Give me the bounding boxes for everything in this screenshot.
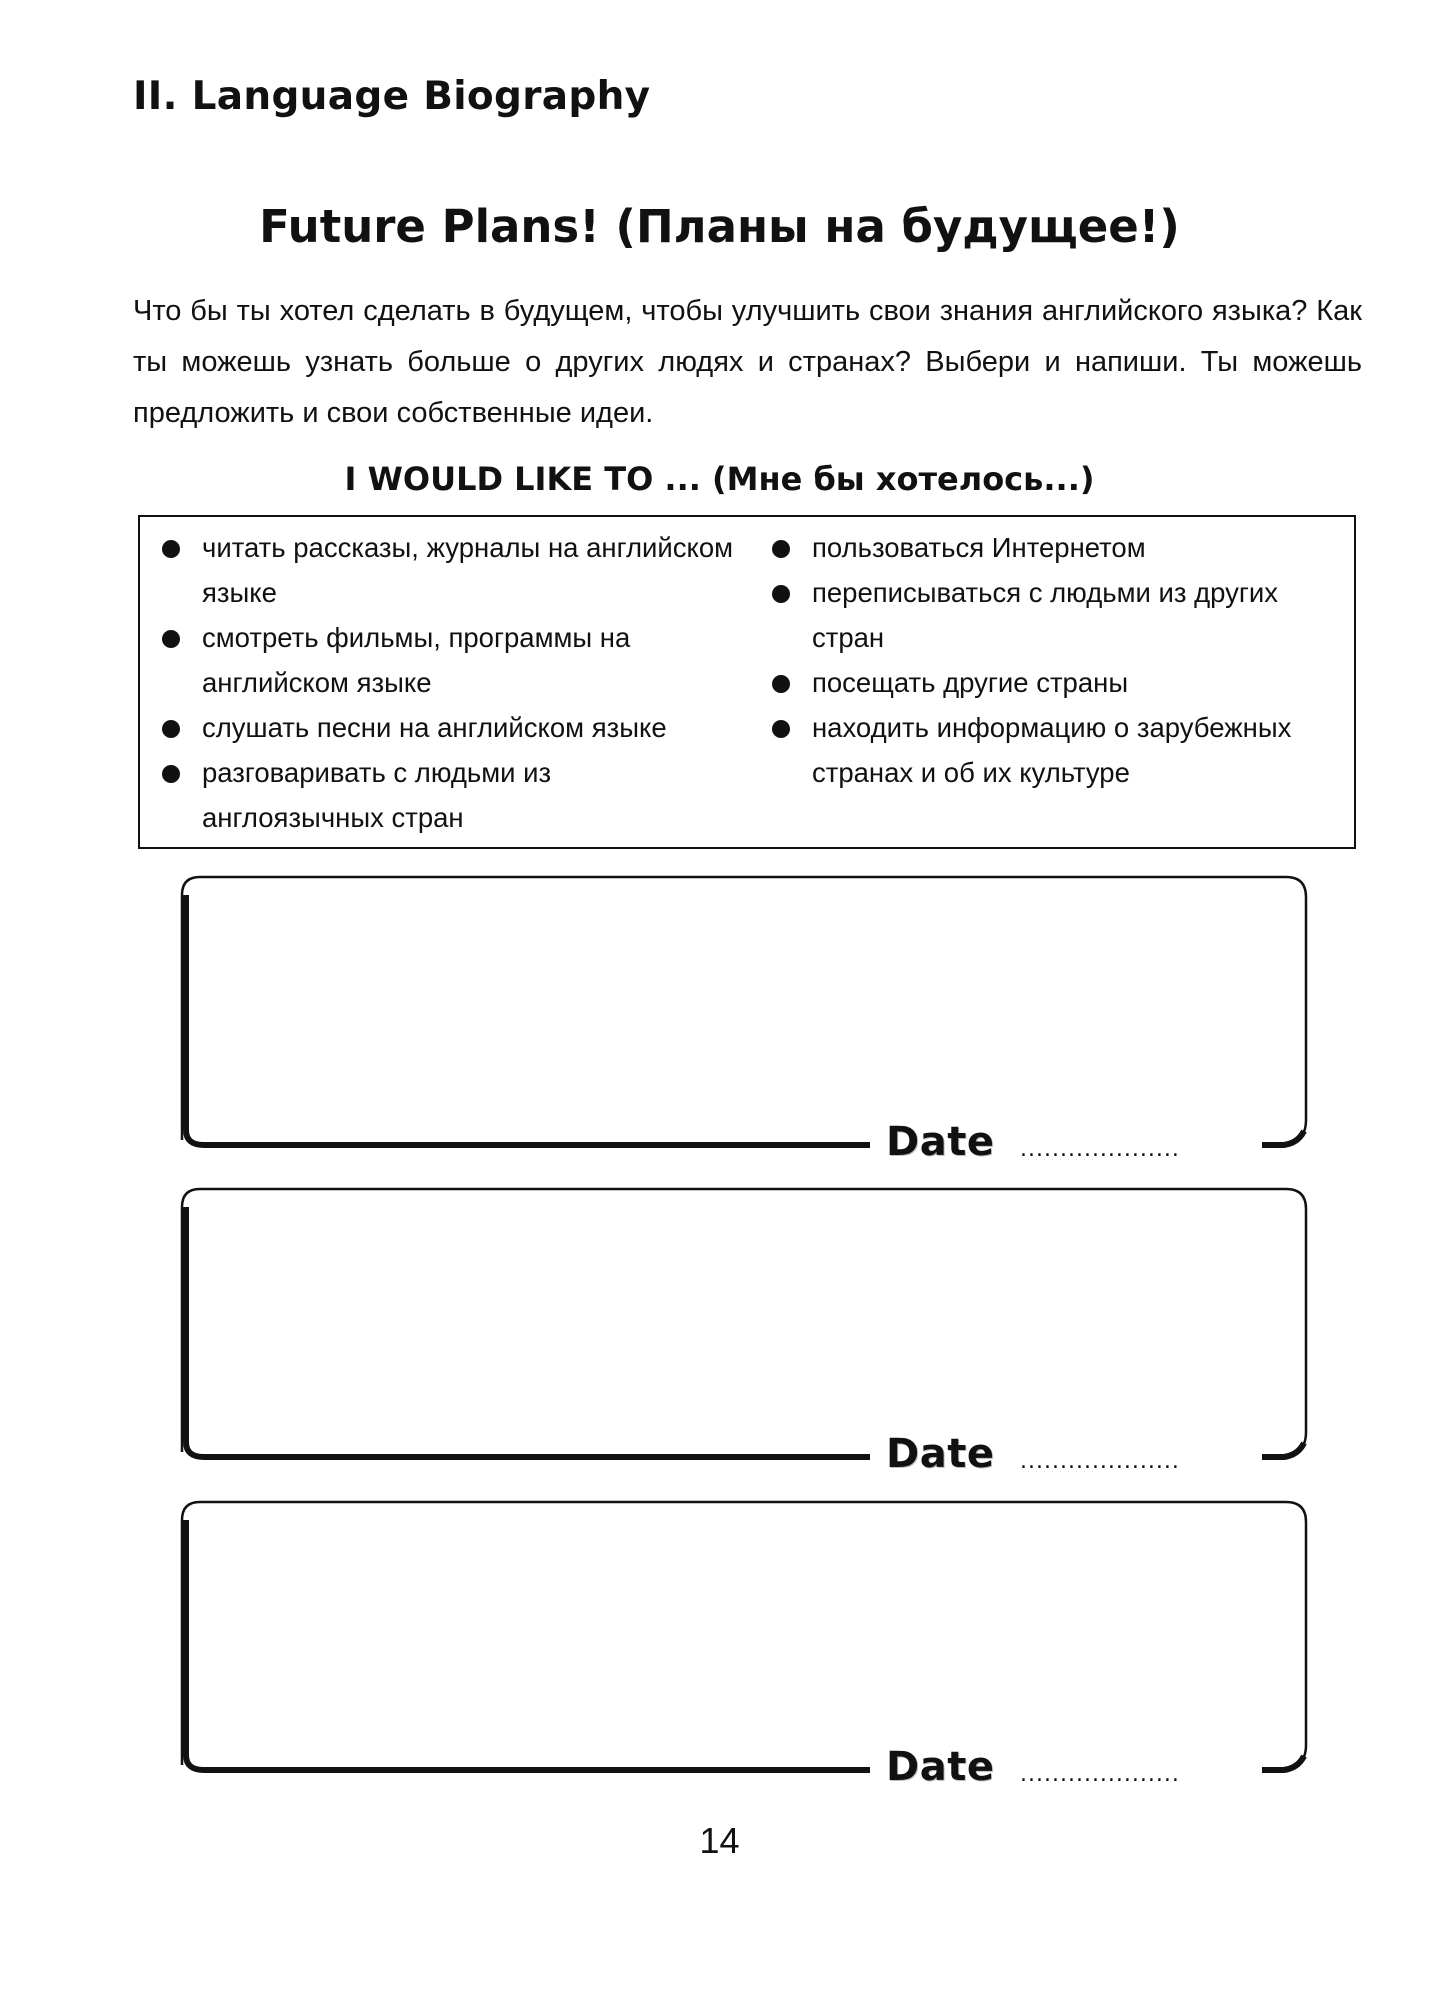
bullet-icon: [772, 675, 790, 693]
date-label: Date: [882, 1744, 998, 1790]
section-title: II. Language Biography: [133, 74, 651, 119]
option-item: [772, 660, 1352, 705]
option-item: [162, 525, 737, 615]
writing-box-frame: [180, 1187, 1308, 1479]
option-item: [162, 705, 737, 750]
bullet-icon: [772, 720, 790, 738]
option-item: [772, 525, 1352, 570]
writing-box-frame: [180, 1500, 1308, 1792]
options-heading-russian: (Мне бы хотелось...): [712, 460, 1095, 498]
option-text: находить информацию о зарубежных странах и об их культуре: [812, 712, 1292, 788]
option-text: разговаривать с людьми из англоязычных стран: [202, 757, 552, 833]
options-box: [138, 515, 1356, 849]
option-item: [772, 705, 1352, 795]
date-label: Date: [882, 1119, 998, 1165]
date-field[interactable]: ....................: [1010, 1762, 1186, 1787]
page-number: 14: [699, 1820, 740, 1861]
date-field[interactable]: ....................: [1010, 1137, 1186, 1162]
option-text: посещать другие страны: [812, 667, 1129, 698]
options-list-left: [162, 525, 737, 840]
bullet-icon: [772, 585, 790, 603]
bullet-icon: [162, 720, 180, 738]
bullet-icon: [162, 765, 180, 783]
option-item: [162, 750, 737, 840]
bullet-icon: [162, 630, 180, 648]
option-text: слушать песни на английском языке: [202, 712, 667, 743]
option-text: читать рассказы, журналы на английском языке: [202, 532, 734, 608]
date-field[interactable]: ....................: [1010, 1449, 1186, 1474]
option-item: [772, 570, 1352, 660]
writing-box-3[interactable]: [180, 1500, 1308, 1792]
writing-box-2[interactable]: [180, 1187, 1308, 1479]
options-heading: [0, 460, 1439, 498]
page-title: [0, 200, 1439, 253]
option-text: переписываться с людьми из других стран: [812, 577, 1279, 653]
date-label: Date: [882, 1431, 998, 1477]
bullet-icon: [772, 540, 790, 558]
bullet-icon: [162, 540, 180, 558]
option-item: [162, 615, 737, 705]
page-title-russian: (Планы на будущее!): [615, 200, 1180, 253]
writing-box-frame: [180, 875, 1308, 1167]
options-list-right: [772, 525, 1352, 795]
options-heading-english: I WOULD LIKE TO ...: [344, 460, 701, 498]
page-title-english: Future Plans!: [259, 200, 600, 253]
writing-box-1[interactable]: [180, 875, 1308, 1167]
option-text: пользоваться Интернетом: [812, 532, 1146, 563]
option-text: смотреть фильмы, программы на английском языке: [202, 622, 631, 698]
intro-paragraph: Что бы ты хотел сделать в будущем, чтобы улучшить свои знания английского языка? Как ты можешь узнать больше о других людях и странах? Выбери и напиши. Ты можешь предложить и свои собственные идеи.: [133, 295, 1362, 429]
